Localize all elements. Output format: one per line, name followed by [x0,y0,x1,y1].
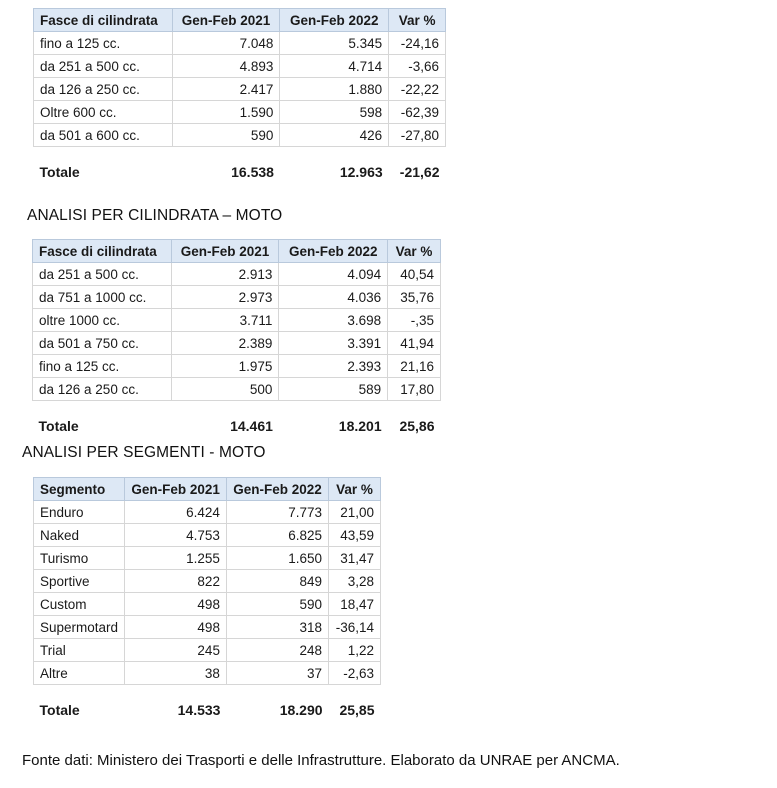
table-scooter-cilindrata [33,8,446,183]
table-row [33,355,441,378]
cell-var: -3,66 [389,55,446,78]
cell-2021: 498 [125,616,227,639]
total-2022: 18.201 [338,418,382,434]
column-header: Gen-Feb 2022 [226,478,328,501]
table-row [34,593,381,616]
cell-2022: 590 [226,593,328,616]
total-var: 25,85 [339,702,375,718]
cell-var: -24,16 [389,32,446,55]
row-label: Oltre 600 cc. [34,101,173,124]
table-row [34,78,446,101]
cell-var: 31,47 [329,547,381,570]
cell-2021: 500 [171,378,279,401]
section-title-cilindrata-moto: ANALISI PER CILINDRATA – MOTO [27,207,283,224]
cell-var: 35,76 [388,286,441,309]
column-header: Fasce di cilindrata [33,240,172,263]
cell-2022: 2.393 [279,355,388,378]
table-row [33,309,441,332]
column-header: Fasce di cilindrata [34,9,173,32]
table-row [34,501,381,524]
table-row [33,286,441,309]
row-label: fino a 125 cc. [34,32,173,55]
row-label: fino a 125 cc. [33,355,172,378]
cell-2022: 598 [280,101,389,124]
cell-var: -36,14 [329,616,381,639]
cell-2022: 1.650 [226,547,328,570]
cell-2021: 498 [125,593,227,616]
table-row [34,547,381,570]
source-note: Fonte dati: Ministero dei Trasporti e delle Infrastrutture. Elaborato da UNRAE per ANCMA. [22,752,620,769]
cell-var: 21,16 [388,355,441,378]
data-table [32,239,441,437]
total-label: Totale [39,702,80,718]
cell-2021: 822 [125,570,227,593]
column-header: Var % [389,9,446,32]
total-2021: 14.461 [230,418,273,434]
total-row [34,159,446,183]
cell-2021: 245 [125,639,227,662]
row-label: da 501 a 750 cc. [33,332,172,355]
data-table [33,8,446,183]
cell-2022: 7.773 [226,501,328,524]
cell-2022: 4.714 [280,55,389,78]
section-title-segmenti-moto: ANALISI PER SEGMENTI - MOTO [22,444,266,461]
row-label: Turismo [34,547,125,570]
cell-var: 17,80 [388,378,441,401]
cell-var: -,35 [388,309,441,332]
cell-var: 40,54 [388,263,441,286]
total-var: 25,86 [399,418,435,434]
row-label: oltre 1000 cc. [33,309,172,332]
cell-var: 41,94 [388,332,441,355]
column-header: Gen-Feb 2021 [172,9,280,32]
table-row [34,101,446,124]
total-label: Totale [39,164,80,180]
cell-2021: 4.893 [172,55,280,78]
table-moto-segmenti [33,477,381,721]
table-row [33,332,441,355]
cell-var: 43,59 [329,524,381,547]
total-2022: 18.290 [279,702,323,718]
cell-2022: 3.698 [279,309,388,332]
row-label: Sportive [34,570,125,593]
data-table [33,477,381,721]
cell-2022: 1.880 [280,78,389,101]
cell-var: -2,63 [329,662,381,685]
cell-var: 21,00 [329,501,381,524]
table-header-row [33,240,441,263]
row-label: da 251 a 500 cc. [34,55,173,78]
cell-2021: 4.753 [125,524,227,547]
total-var: -21,62 [399,164,440,180]
total-2022: 12.963 [339,164,383,180]
row-label: Enduro [34,501,125,524]
row-label: da 751 a 1000 cc. [33,286,172,309]
row-label: Trial [34,639,125,662]
cell-2022: 3.391 [279,332,388,355]
cell-var: 1,22 [329,639,381,662]
cell-2022: 37 [226,662,328,685]
table-row [34,32,446,55]
table-row [34,124,446,147]
row-label: da 126 a 250 cc. [33,378,172,401]
table-row [34,524,381,547]
row-label: da 126 a 250 cc. [34,78,173,101]
cell-2022: 6.825 [226,524,328,547]
column-header: Segmento [34,478,125,501]
cell-var: 3,28 [329,570,381,593]
cell-2021: 2.973 [171,286,279,309]
column-header: Gen-Feb 2021 [125,478,227,501]
table-row [34,570,381,593]
cell-2021: 3.711 [171,309,279,332]
cell-var: -22,22 [389,78,446,101]
cell-2022: 4.036 [279,286,388,309]
cell-2021: 590 [172,124,280,147]
row-label: da 501 a 600 cc. [34,124,173,147]
total-row [33,413,441,437]
column-header: Gen-Feb 2022 [280,9,389,32]
table-row [34,616,381,639]
table-row [34,662,381,685]
cell-2021: 1.255 [125,547,227,570]
row-label: da 251 a 500 cc. [33,263,172,286]
column-header: Gen-Feb 2021 [171,240,279,263]
row-label: Custom [34,593,125,616]
cell-var: 18,47 [329,593,381,616]
cell-var: -27,80 [389,124,446,147]
table-header-row [34,478,381,501]
total-2021: 14.533 [177,702,221,718]
table-moto-cilindrata [32,239,441,437]
total-row [34,697,381,721]
cell-2022: 426 [280,124,389,147]
cell-2021: 2.389 [171,332,279,355]
cell-2022: 849 [226,570,328,593]
table-row [34,639,381,662]
cell-2021: 2.417 [172,78,280,101]
table-row [34,55,446,78]
cell-2021: 1.590 [172,101,280,124]
table-row [33,378,441,401]
table-row [33,263,441,286]
cell-var: -62,39 [389,101,446,124]
row-label: Supermotard [34,616,125,639]
table-header-row [34,9,446,32]
row-label: Altre [34,662,125,685]
cell-2022: 4.094 [279,263,388,286]
cell-2022: 589 [279,378,388,401]
column-header: Var % [388,240,441,263]
cell-2021: 1.975 [171,355,279,378]
column-header: Var % [329,478,381,501]
cell-2021: 6.424 [125,501,227,524]
cell-2022: 5.345 [280,32,389,55]
row-label: Naked [34,524,125,547]
column-header: Gen-Feb 2022 [279,240,388,263]
cell-2022: 248 [226,639,328,662]
cell-2021: 38 [125,662,227,685]
total-2021: 16.538 [231,164,274,180]
cell-2021: 7.048 [172,32,280,55]
total-label: Totale [38,418,79,434]
cell-2022: 318 [226,616,328,639]
cell-2021: 2.913 [171,263,279,286]
